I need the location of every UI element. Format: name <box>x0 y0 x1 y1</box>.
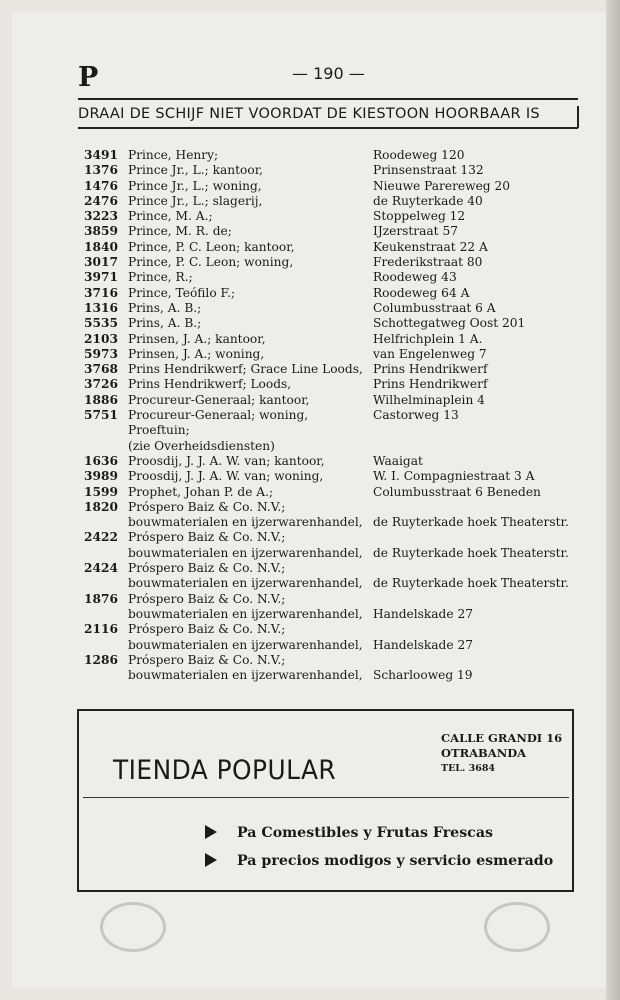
subscriber-address: Stoppelweg 12 <box>373 209 466 224</box>
listing-row <box>84 209 584 224</box>
listing-row <box>84 240 584 255</box>
listing-row <box>84 515 584 530</box>
listing-row <box>84 485 584 500</box>
listing-row <box>84 561 584 576</box>
phone-number: 2422 <box>84 530 118 545</box>
subscriber-name: Prophet, Johan P. de A.; <box>128 484 274 499</box>
dialing-notice: DRAAI DE SCHIJF NIET VOORDAT DE KIESTOON HOORBAAR IS <box>78 106 540 122</box>
subscriber-address: Roodeweg 43 <box>373 270 457 285</box>
phone-number: 3859 <box>84 224 118 239</box>
phone-number: 3726 <box>84 377 118 392</box>
page-edge <box>606 0 620 1000</box>
listing-row <box>84 194 584 209</box>
page-number: — 190 — <box>292 64 365 83</box>
subscriber-name: Próspero Baiz & Co. N.V.; <box>128 591 286 606</box>
subscriber-address: Frederikstraat 80 <box>373 255 483 270</box>
listing-row <box>84 270 584 285</box>
logo-left-icon <box>100 902 166 952</box>
phone-number: 1476 <box>84 178 118 193</box>
subscriber-name: Próspero Baiz & Co. N.V.; <box>128 530 286 545</box>
listing-row <box>84 638 584 653</box>
subscriber-address: de Ruyterkade hoek Theaterstr. <box>373 545 569 560</box>
logo-right-icon <box>484 902 550 952</box>
subscriber-name: Prins Hendrikwerf; Grace Line Loods, <box>128 362 363 377</box>
section-letter: P <box>78 62 99 93</box>
header-rule-bottom <box>78 127 578 129</box>
subscriber-name: Prins, A. B.; <box>128 300 202 315</box>
directory-listing <box>84 148 584 683</box>
listing-row <box>84 362 584 377</box>
subscriber-address: W. I. Compagniestraat 3 A <box>373 469 535 484</box>
subscriber-address: Roodeweg 64 A <box>373 285 470 300</box>
listing-row <box>84 301 584 316</box>
subscriber-address: Scharlooweg 19 <box>373 668 473 683</box>
advertisement <box>77 709 574 892</box>
subscriber-address: Handelskade 27 <box>373 606 473 621</box>
listing-row <box>84 653 584 668</box>
subscriber-address: de Ruyterkade 40 <box>373 193 483 208</box>
phone-number: 1376 <box>84 163 118 178</box>
listing-row <box>84 179 584 194</box>
subscriber-name: Próspero Baiz & Co. N.V.; <box>128 561 286 576</box>
subscriber-name: Prince, M. A.; <box>128 209 213 224</box>
subscriber-name: Prince Jr., L.; kantoor, <box>128 163 264 178</box>
listing-row <box>84 607 584 622</box>
phone-number: 1599 <box>84 484 118 499</box>
ad-title: TIENDA POPULAR <box>113 755 337 786</box>
phone-number: 3716 <box>84 285 118 300</box>
subscriber-address: Prins Hendrikwerf <box>373 362 488 377</box>
subscriber-name: bouwmaterialen en ijzerwarenhandel, <box>128 637 363 652</box>
phone-number: 2476 <box>84 193 118 208</box>
subscriber-name: Próspero Baiz & Co. N.V.; <box>128 499 286 514</box>
subscriber-address: Schottegatweg Oost 201 <box>373 316 526 331</box>
phone-number: 3971 <box>84 270 118 285</box>
ad-slogan-1-text: Pa Comestibles y Frutas Frescas <box>237 825 494 841</box>
listing-row <box>84 347 584 362</box>
phone-number: 3017 <box>84 255 118 270</box>
subscriber-address: de Ruyterkade hoek Theaterstr. <box>373 576 569 591</box>
phone-number: 1820 <box>84 499 118 514</box>
subscriber-name: Procureur-Generaal; woning, <box>128 408 309 423</box>
subscriber-name: Prince Jr., L.; woning, <box>128 178 262 193</box>
header-rule-top <box>78 98 578 100</box>
subscriber-name: Prins, A. B.; <box>128 316 202 331</box>
phone-number: 1886 <box>84 392 118 407</box>
listing-row <box>84 316 584 331</box>
phone-number: 2424 <box>84 561 118 576</box>
ad-district: OTRABANDA <box>441 746 527 760</box>
subscriber-address: Prins Hendrikwerf <box>373 377 488 392</box>
subscriber-name: Próspero Baiz & Co. N.V.; <box>128 622 286 637</box>
ad-slogan-2 <box>205 853 553 869</box>
listing-row <box>84 500 584 515</box>
phone-number: 3491 <box>84 148 118 162</box>
ad-address <box>441 731 562 776</box>
listing-row <box>84 286 584 301</box>
subscriber-name: Prince, R.; <box>128 270 193 285</box>
subscriber-address: Handelskade 27 <box>373 637 473 652</box>
subscriber-address: Waaigat <box>373 453 423 468</box>
subscriber-address: Roodeweg 120 <box>373 148 465 162</box>
bleed-through-logo <box>100 902 550 962</box>
subscriber-address: van Engelenweg 7 <box>373 346 487 361</box>
subscriber-name: Prince, Henry; <box>128 148 219 162</box>
phone-number: 3768 <box>84 362 118 377</box>
phone-number: 3223 <box>84 209 118 224</box>
subscriber-name: bouwmaterialen en ijzerwarenhandel, <box>128 515 363 530</box>
arrow-right-icon <box>205 853 217 867</box>
subscriber-name: Prinsen, J. A.; kantoor, <box>128 331 266 346</box>
subscriber-address: Columbusstraat 6 Beneden <box>373 484 541 499</box>
subscriber-address: Helfrichplein 1 A. <box>373 331 483 346</box>
listing-row <box>84 423 584 438</box>
subscriber-address: Keukenstraat 22 A <box>373 239 488 254</box>
ad-telephone: TEL. 3684 <box>441 763 496 774</box>
subscriber-address: IJzerstraat 57 <box>373 224 458 239</box>
subscriber-name: bouwmaterialen en ijzerwarenhandel, <box>128 576 363 591</box>
subscriber-name: Prince, P. C. Leon; woning, <box>128 255 294 270</box>
ad-street: CALLE GRANDI 16 <box>441 731 563 745</box>
subscriber-name: Prins Hendrikwerf; Loods, <box>128 377 292 392</box>
listing-row <box>84 592 584 607</box>
phone-number: 2116 <box>84 622 118 637</box>
listing-row <box>84 393 584 408</box>
phone-number: 1840 <box>84 239 118 254</box>
subscriber-name: Proosdij, J. J. A. W. van; woning, <box>128 469 324 484</box>
ad-divider <box>83 797 569 798</box>
listing-row <box>84 408 584 423</box>
listing-row <box>84 224 584 239</box>
phone-number: 1316 <box>84 300 118 315</box>
phone-number: 5751 <box>84 408 118 423</box>
subscriber-name: (zie Overheidsdiensten) <box>128 438 275 453</box>
subscriber-name: Proosdij, J. J. A. W. van; kantoor, <box>128 453 325 468</box>
subscriber-address: Wilhelminaplein 4 <box>373 392 485 407</box>
listing-row <box>84 148 584 163</box>
subscriber-name: Prince Jr., L.; slagerij, <box>128 193 263 208</box>
subscriber-name: bouwmaterialen en ijzerwarenhandel, <box>128 606 363 621</box>
listing-row <box>84 163 584 178</box>
phone-number: 2103 <box>84 331 118 346</box>
subscriber-name: Procureur-Generaal; kantoor, <box>128 392 310 407</box>
phone-number: 1876 <box>84 591 118 606</box>
arrow-right-icon <box>205 825 217 839</box>
phone-number: 1286 <box>84 652 118 667</box>
subscriber-name: bouwmaterialen en ijzerwarenhandel, <box>128 668 363 683</box>
subscriber-name: Próspero Baiz & Co. N.V.; <box>128 652 286 667</box>
listing-row <box>84 377 584 392</box>
phone-number: 3989 <box>84 469 118 484</box>
subscriber-name: Prince, M. R. de; <box>128 224 232 239</box>
subscriber-address: Castorweg 13 <box>373 408 459 423</box>
subscriber-name: Prinsen, J. A.; woning, <box>128 346 265 361</box>
listing-row <box>84 622 584 637</box>
subscriber-address: Prinsenstraat 132 <box>373 163 484 178</box>
ad-slogan-1 <box>205 825 493 841</box>
phone-number: 5535 <box>84 316 118 331</box>
phone-number: 1636 <box>84 453 118 468</box>
phone-number: 5973 <box>84 346 118 361</box>
listing-row <box>84 469 584 484</box>
header-rule-vertical <box>577 106 579 128</box>
subscriber-name: Prince, Teófilo F.; <box>128 285 236 300</box>
subscriber-name: Proeftuin; <box>128 423 190 438</box>
ad-slogan-2-text: Pa precios modigos y servicio esmerado <box>237 853 554 869</box>
listing-row <box>84 530 584 545</box>
subscriber-name: bouwmaterialen en ijzerwarenhandel, <box>128 545 363 560</box>
subscriber-address: de Ruyterkade hoek Theaterstr. <box>373 515 569 530</box>
listing-row <box>84 668 584 683</box>
subscriber-name: Prince, P. C. Leon; kantoor, <box>128 239 295 254</box>
listing-row <box>84 332 584 347</box>
listing-row <box>84 454 584 469</box>
subscriber-address: Nieuwe Parereweg 20 <box>373 178 510 193</box>
listing-row <box>84 255 584 270</box>
listing-row <box>84 439 584 454</box>
subscriber-address: Columbusstraat 6 A <box>373 300 496 315</box>
listing-row <box>84 546 584 561</box>
listing-row <box>84 576 584 591</box>
